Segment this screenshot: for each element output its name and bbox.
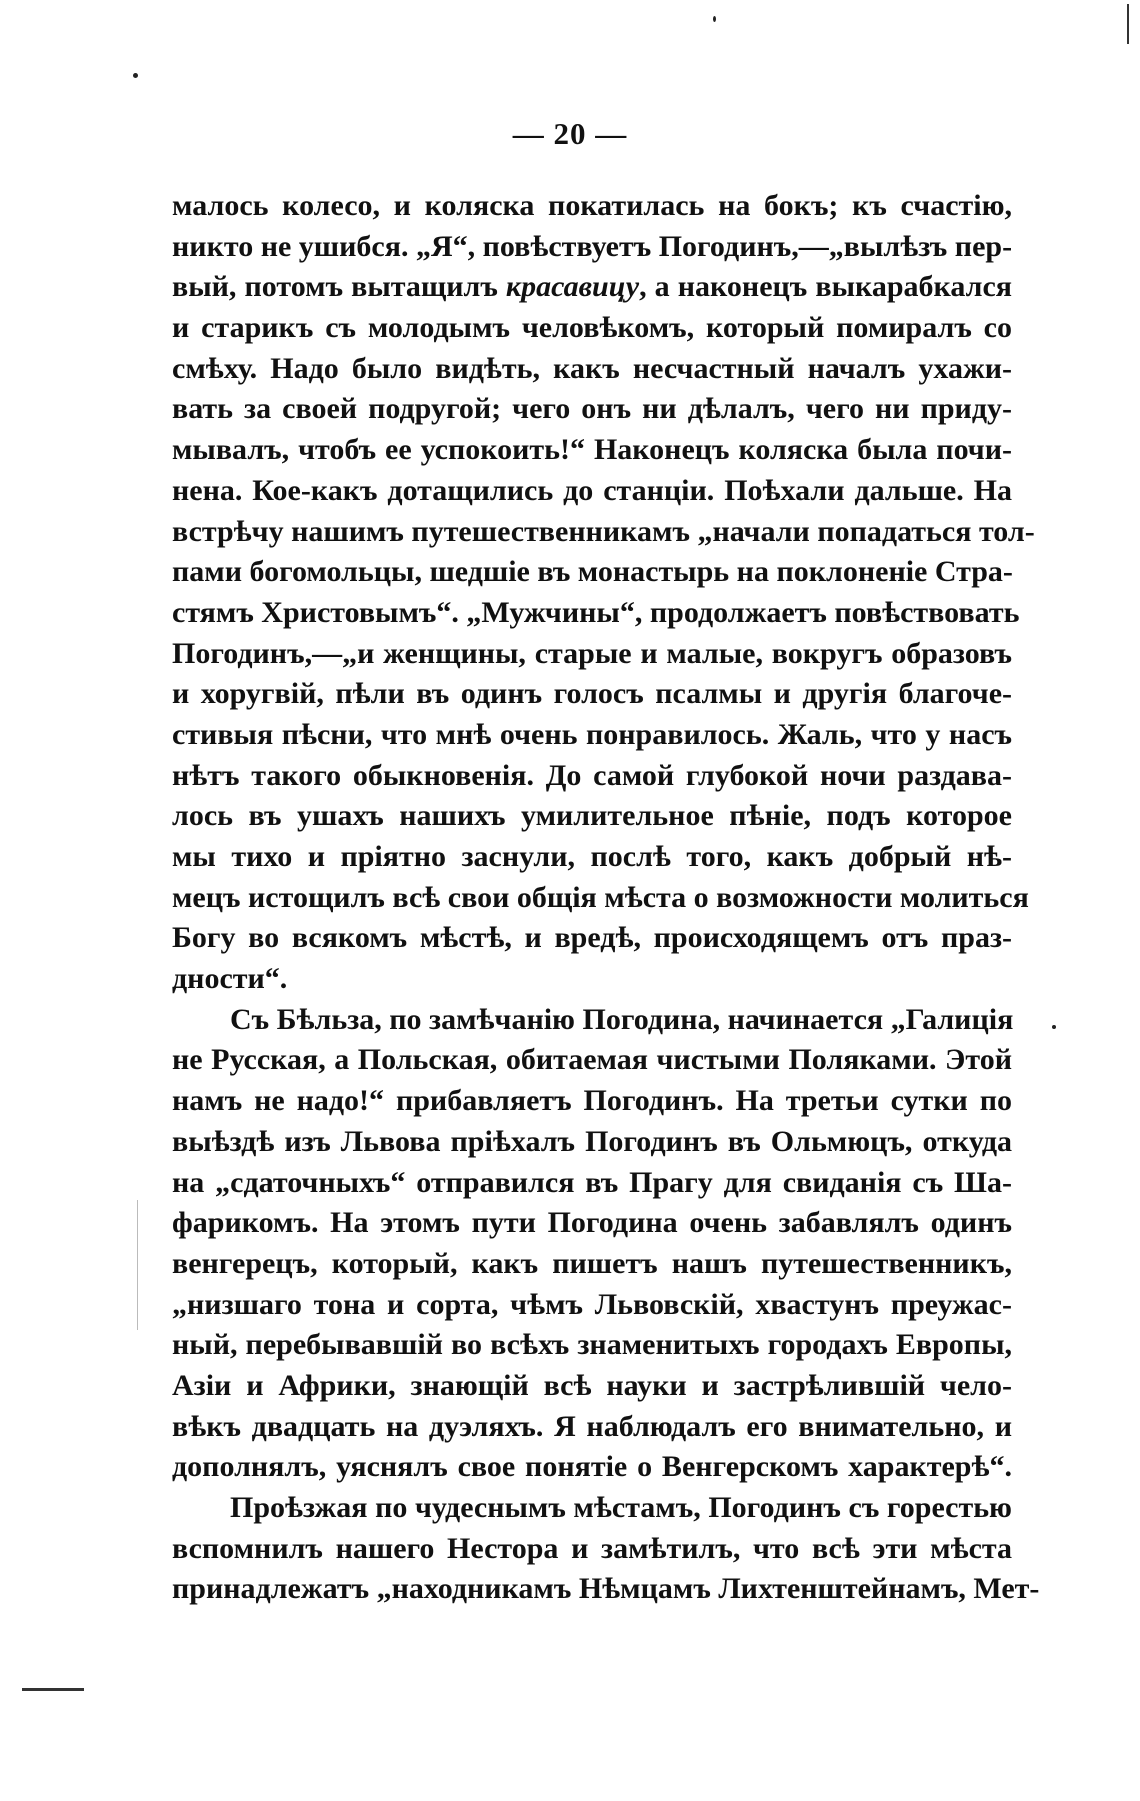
text-line: Съ Бѣльза, по замѣчанію Погодина, начинается „Галиція (230, 1002, 1014, 1036)
text-line: выѣздѣ изъ Львова пріѣхалъ Погодинъ въ Ольмюцъ, откуда (172, 1124, 1012, 1158)
text-line: на „сдаточныхъ“ отправился въ Прагу для свиданія съ Ша- (172, 1165, 1012, 1199)
body-text (172, 186, 1040, 1610)
text-line: дополнялъ, уяснялъ свое понятіе о Венгерскомъ характерѣ“. (172, 1450, 1012, 1484)
text-line: малось колесо, и коляска покатилась на бокъ; къ счастію, (172, 189, 1012, 222)
scan-edge-mark (22, 1688, 84, 1691)
text-line: вать за своей подругой; чего онъ ни дѣлалъ, чего ни приду- (172, 392, 1012, 426)
text-line: стивыя пѣсни, что мнѣ очень понравилось. Жаль, что у насъ (172, 717, 1012, 751)
text-line: пами богомольцы, шедшіе въ монастырь на поклоненіе Стра- (172, 555, 1013, 589)
text-line: стямъ Христовымъ“. „Мужчины“, продолжаетъ повѣствовать (172, 595, 1020, 629)
text-line: вспомнилъ нашего Нестора и замѣтилъ, что всѣ эти мѣста (172, 1531, 1012, 1565)
text-line: Проѣзжая по чудеснымъ мѣстамъ, Погодинъ съ горестью (230, 1491, 1012, 1524)
text-line: мецъ истощилъ всѣ свои общія мѣста о возможности молиться (172, 880, 1029, 914)
scan-edge-mark (137, 1200, 138, 1330)
scan-speck (133, 73, 138, 78)
text-line: дности“. (172, 962, 288, 996)
text-line: „низшаго тона и сорта, чѣмъ Львовскій, хвастунъ преужас- (172, 1287, 1012, 1321)
text-line: принадлежатъ „находникамъ Нѣмцамъ Лихтенштейнамъ, Мет- (172, 1572, 1040, 1606)
text-line: никто не ушибся. „Я“, повѣствуетъ Погодинъ,—„вылѣзъ пер- (172, 229, 1013, 263)
scan-edge-mark (1127, 4, 1129, 44)
text-line: Азіи и Африки, знающій всѣ науки и застрѣлившій чело- (172, 1368, 1012, 1402)
text-line: Погодинъ,—„и женщины, старые и малые, вокругъ образовъ (172, 636, 1012, 670)
text-line: вый, потомъ вытащилъ красавицу, а наконецъ выкарабкался (172, 270, 1012, 304)
text-line: фарикомъ. На этомъ пути Погодина очень забавлялъ одинъ (172, 1206, 1012, 1240)
text-line: нѣтъ такого обыкновенія. До самой глубокой ночи раздава- (172, 758, 1012, 792)
text-line: и хоругвій, пѣли въ одинъ голосъ псалмы и другія благоче- (172, 677, 1012, 711)
text-line: вѣкъ двадцать на дуэляхъ. Я наблюдалъ его внимательно, и (172, 1409, 1012, 1443)
text-line: нена. Кое-какъ дотащились до станціи. Поѣхали дальше. На (172, 473, 1012, 507)
scan-speck (713, 16, 716, 22)
text-line: мывалъ, чтобъ ее успокоить!“ Наконецъ коляска была почи- (172, 433, 1012, 467)
text-line: лось въ ушахъ нашихъ умилительное пѣніе, подъ которое (172, 799, 1012, 833)
text-line: и старикъ съ молодымъ человѣкомъ, который помиралъ со (172, 311, 1012, 345)
text-line: намъ не надо!“ прибавляетъ Погодинъ. На третьи сутки по (172, 1084, 1012, 1118)
scan-speck (1052, 1025, 1056, 1029)
text-line: Богу во всякомъ мѣстѣ, и вредѣ, происходящемъ отъ праз- (172, 921, 1012, 955)
text-line: встрѣчу нашимъ путешественникамъ „начали попадаться тол- (172, 514, 1035, 548)
text-line: не Русская, а Польская, обитаемая чистыми Поляками. Этой (172, 1043, 1012, 1077)
text-line: смѣху. Надо было видѣть, какъ несчастный началъ ухажи- (172, 351, 1012, 385)
text-line: ный, перебывавшій во всѣхъ знаменитыхъ городахъ Европы, (172, 1328, 1012, 1362)
text-line: мы тихо и пріятно заснули, послѣ того, какъ добрый нѣ- (172, 840, 1012, 873)
italic-word: красавицу (505, 270, 640, 304)
text-line: венгерецъ, который, какъ пишетъ нашъ путешественникъ, (172, 1246, 1012, 1280)
page-number: — 20 — (512, 116, 628, 151)
